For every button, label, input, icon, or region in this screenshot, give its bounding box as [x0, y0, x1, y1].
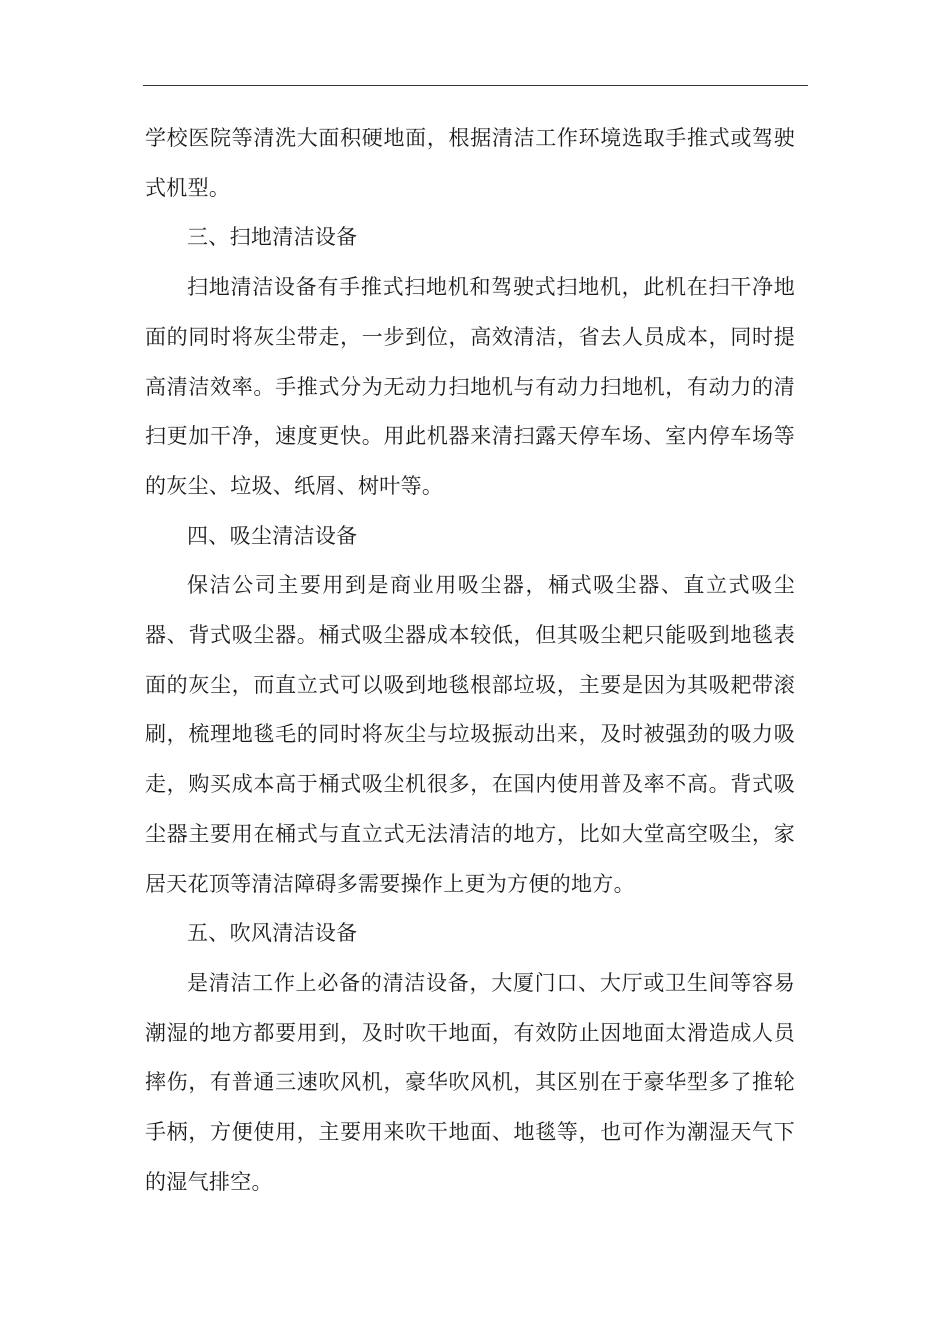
paragraph-vacuum: 保洁公司主要用到是商业用吸尘器，桶式吸尘器、直立式吸尘器、背式吸尘器。桶式吸尘器成本较低，但其吸尘耙只能吸到地毯表面的灰尘，而直立式可以吸到地毯根部垃圾，主要是因为其吸耙带滚刷，梳理地毯毛的同时将灰尘与垃圾振动出来，及时被强劲的吸力吸走，购买成本高于桶式吸尘机很多，在国内使用普及率不高。背式吸尘器主要用在桶式与直立式无法清洁的地方，比如大堂高空吸尘，家居天花顶等清洁障碍多需要操作上更为方便的地方。 — [145, 573, 795, 896]
section-heading-blower: 五、吹风清洁设备 — [187, 921, 358, 946]
paragraph-sweeping: 扫地清洁设备有手推式扫地机和驾驶式扫地机，此机在扫干净地面的同时将灰尘带走，一步到位，高效清洁，省去人员成本，同时提高清洁效率。手推式分为无动力扫地机与有动力扫地机，有动力的清扫更加干净，速度更快。用此机器来清扫露天停车场、室内停车场等的灰尘、垃圾、纸屑、树叶等。 — [145, 275, 795, 498]
section-heading-sweeping: 三、扫地清洁设备 — [187, 225, 358, 250]
paragraph-continuation: 学校医院等清洗大面积硬地面，根据清洁工作环境选取手推式或驾驶式机型。 — [145, 126, 795, 200]
section-heading-vacuum: 四、吸尘清洁设备 — [187, 523, 358, 548]
header-rule — [143, 85, 808, 86]
paragraph-blower: 是清洁工作上必备的清洁设备，大厦门口、大厅或卫生间等容易潮湿的地方都要用到，及时吹干地面，有效防止因地面太滑造成人员摔伤，有普通三速吹风机，豪华吹风机，其区别在于豪华型多了推轮手柄，方便使用，主要用来吹干地面、地毯等，也可作为潮湿天气下的湿气排空。 — [145, 970, 795, 1194]
document-body — [145, 114, 795, 1207]
